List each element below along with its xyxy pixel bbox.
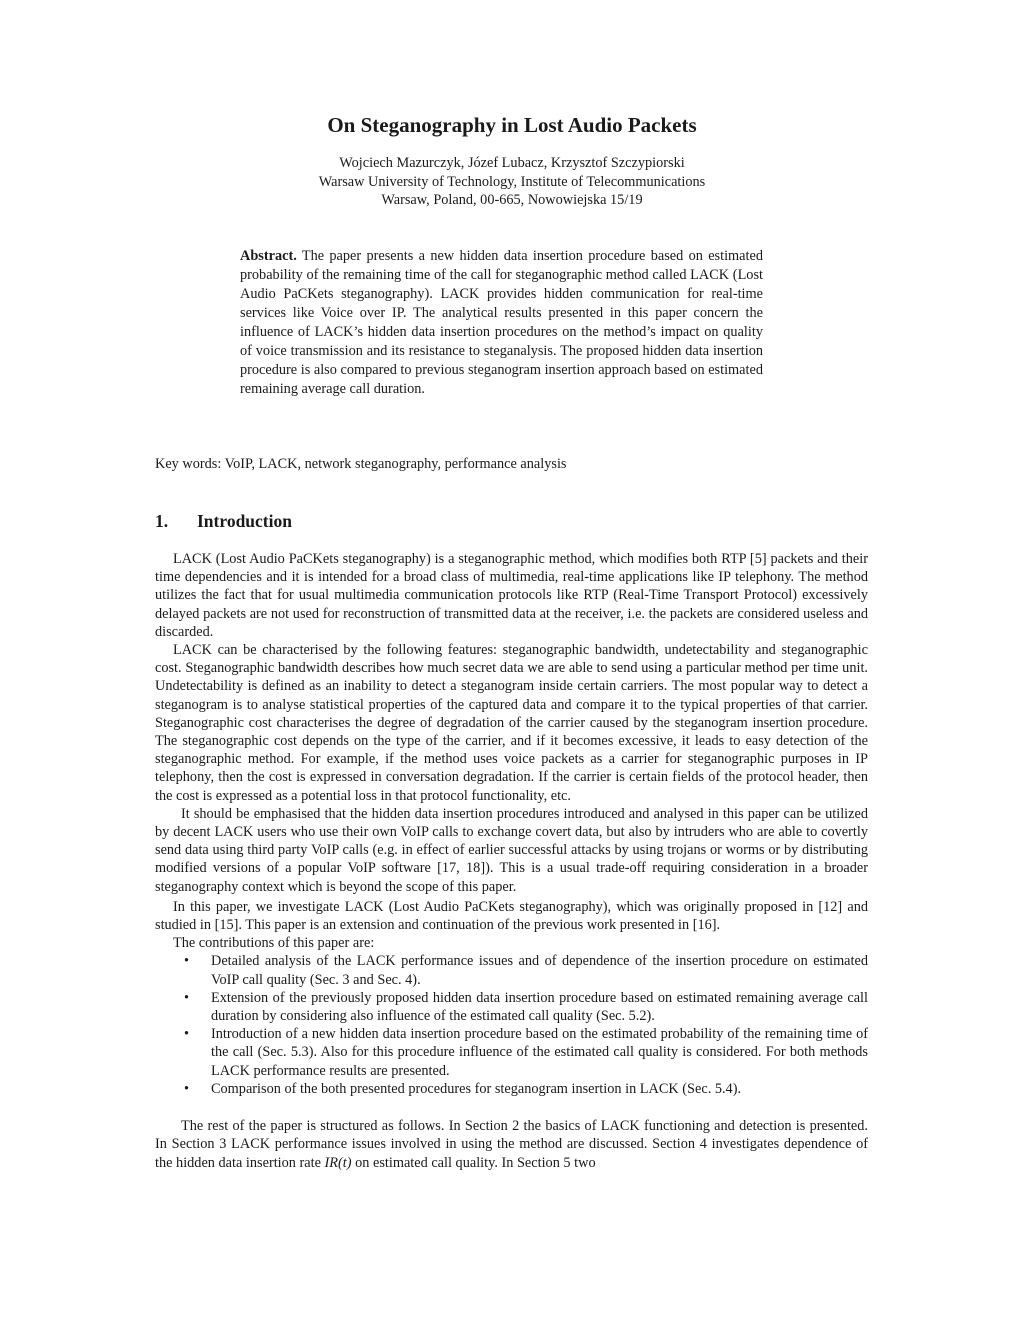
paragraph: LACK (Lost Audio PaCKets steganography) is a steganographic method, which modifies both RTP [5] packets and their time dependencies and it is intended for a broad class of multimedia, real-time applications like IP telephony. The method utilizes the fact that for usual multimedia communication protocols like RTP (Real-Time Transport Protocol) excessively delayed packets are not used for reconstruction of transmitted data at the receiver, i.e. the packets are considered useless and discarded.: [155, 551, 868, 640]
abstract-label: Abstract.: [240, 248, 297, 264]
bullet-icon: •: [184, 953, 190, 970]
list-item-text: Introduction of a new hidden data insertion procedure based on the estimated probability of the remaining time of the call (Sec. 5.3). Also for this procedure influence of the estimated call quality is considered. For both methods LACK performance results are presented.: [211, 1026, 868, 1079]
author-block: [0, 154, 1024, 210]
paragraph: In this paper, we investigate LACK (Lost Audio PaCKets steganography), which was originally proposed in [12] and studied in [15]. This paper is an extension and continuation of the previous work presented in [16].: [155, 898, 868, 934]
abstract: [240, 247, 763, 399]
bullet-icon: •: [184, 989, 190, 1006]
contributions-list: [155, 952, 868, 1098]
keywords-line: Key words: VoIP, LACK, network steganography, performance analysis: [155, 456, 567, 472]
paragraph-text: on estimated call quality. In Section 5 two: [355, 1154, 596, 1171]
author-names: Wojciech Mazurczyk, Józef Lubacz, Krzysztof Szczypiorski: [339, 155, 685, 171]
paragraph-text: The rest of the paper is structured as follows. In Section 2 the basics of LACK functioning and detection is presented. In Section 3 LACK performance issues involved in using the method are discussed. Section 4 investigates dependence of the hidden data insertion rate: [155, 1118, 868, 1171]
list-item-text: Comparison of the both presented procedures for steganogram insertion in LACK (Sec. 5.4).: [211, 1080, 742, 1097]
list-item-text: Extension of the previously proposed hidden data insertion procedure based on estimated remaining average call duration by considering also influence of the estimated call quality (Sec. 5.2).: [211, 989, 868, 1025]
bullet-icon: •: [184, 1026, 190, 1043]
section-title: Introduction: [197, 511, 292, 531]
paper-title: On Steganography in Lost Audio Packets: [327, 113, 697, 137]
author-address: Warsaw, Poland, 00-665, Nowowiejska 15/19: [381, 192, 643, 208]
introduction-body: [155, 550, 868, 1172]
paragraph: It should be emphasised that the hidden data insertion procedures introduced and analysed in this paper can be utilized by decent LACK users who use their own VoIP calls to exchange covert data, but also by intruders who are able to covertly send data using third party VoIP calls (e.g. in effect of earlier successful attacks by using trojans or worms or by distributing modified versions of a popular VoIP software [17, 18]). This is a usual trade-off requiring consideration in a broader steganography context which is beyond the scope of this paper.: [155, 805, 868, 895]
abstract-text: The paper presents a new hidden data insertion procedure based on estimated probability of the remaining time of the call for steganographic method called LACK (Lost Audio PaCKets steganography). LACK provides hidden communication for real-time services like Voice over IP. The analytical results presented in this paper concern the influence of LACK’s hidden data insertion procedures on the method’s impact on quality of voice transmission and its resistance to steganalysis. The proposed hidden data insertion procedure is also compared to previous steganogram insertion approach based on estimated remaining average call duration.: [240, 248, 763, 397]
bullet-icon: •: [184, 1080, 190, 1097]
paragraph: [155, 1117, 868, 1172]
paragraph: The contributions of this paper are:: [173, 935, 375, 952]
list-item: [155, 1025, 868, 1080]
section-heading-introduction: [155, 509, 292, 533]
paragraph: LACK can be characterised by the following features: steganographic bandwidth, undetectability and steganographic cost. Steganographic bandwidth describes how much secret data we are able to send using a particular method per time unit. Undetectability is defined as an inability to detect a steganogram inside certain carriers. The most popular way to detect a steganogram is to analyse statistical properties of the captured data and compare it to the typical properties of that carrier. Steganographic cost characterises the degree of degradation of the carrier caused by the steganogram insertion procedure. The steganographic cost depends on the type of the carrier, and if it becomes excessive, it leads to easy detection of the steganographic method. For example, if the method uses voice packets as a carrier for steganographic purposes in IP telephony, then the cost is expressed in conversation degradation. If the carrier is certain fields of the protocol header, then the cost is expressed as a potential loss in that protocol functionality, etc.: [155, 642, 868, 804]
author-affiliation: Warsaw University of Technology, Institute of Telecommunications: [318, 173, 706, 190]
list-item: [155, 952, 868, 988]
math-symbol: IR(t): [324, 1154, 352, 1171]
list-item-text: Detailed analysis of the LACK performance issues and of dependence of the insertion procedure on estimated VoIP call quality (Sec. 3 and Sec. 4).: [211, 953, 868, 988]
section-number: 1.: [155, 511, 169, 531]
list-item: [155, 1080, 868, 1098]
list-item: [155, 989, 868, 1025]
